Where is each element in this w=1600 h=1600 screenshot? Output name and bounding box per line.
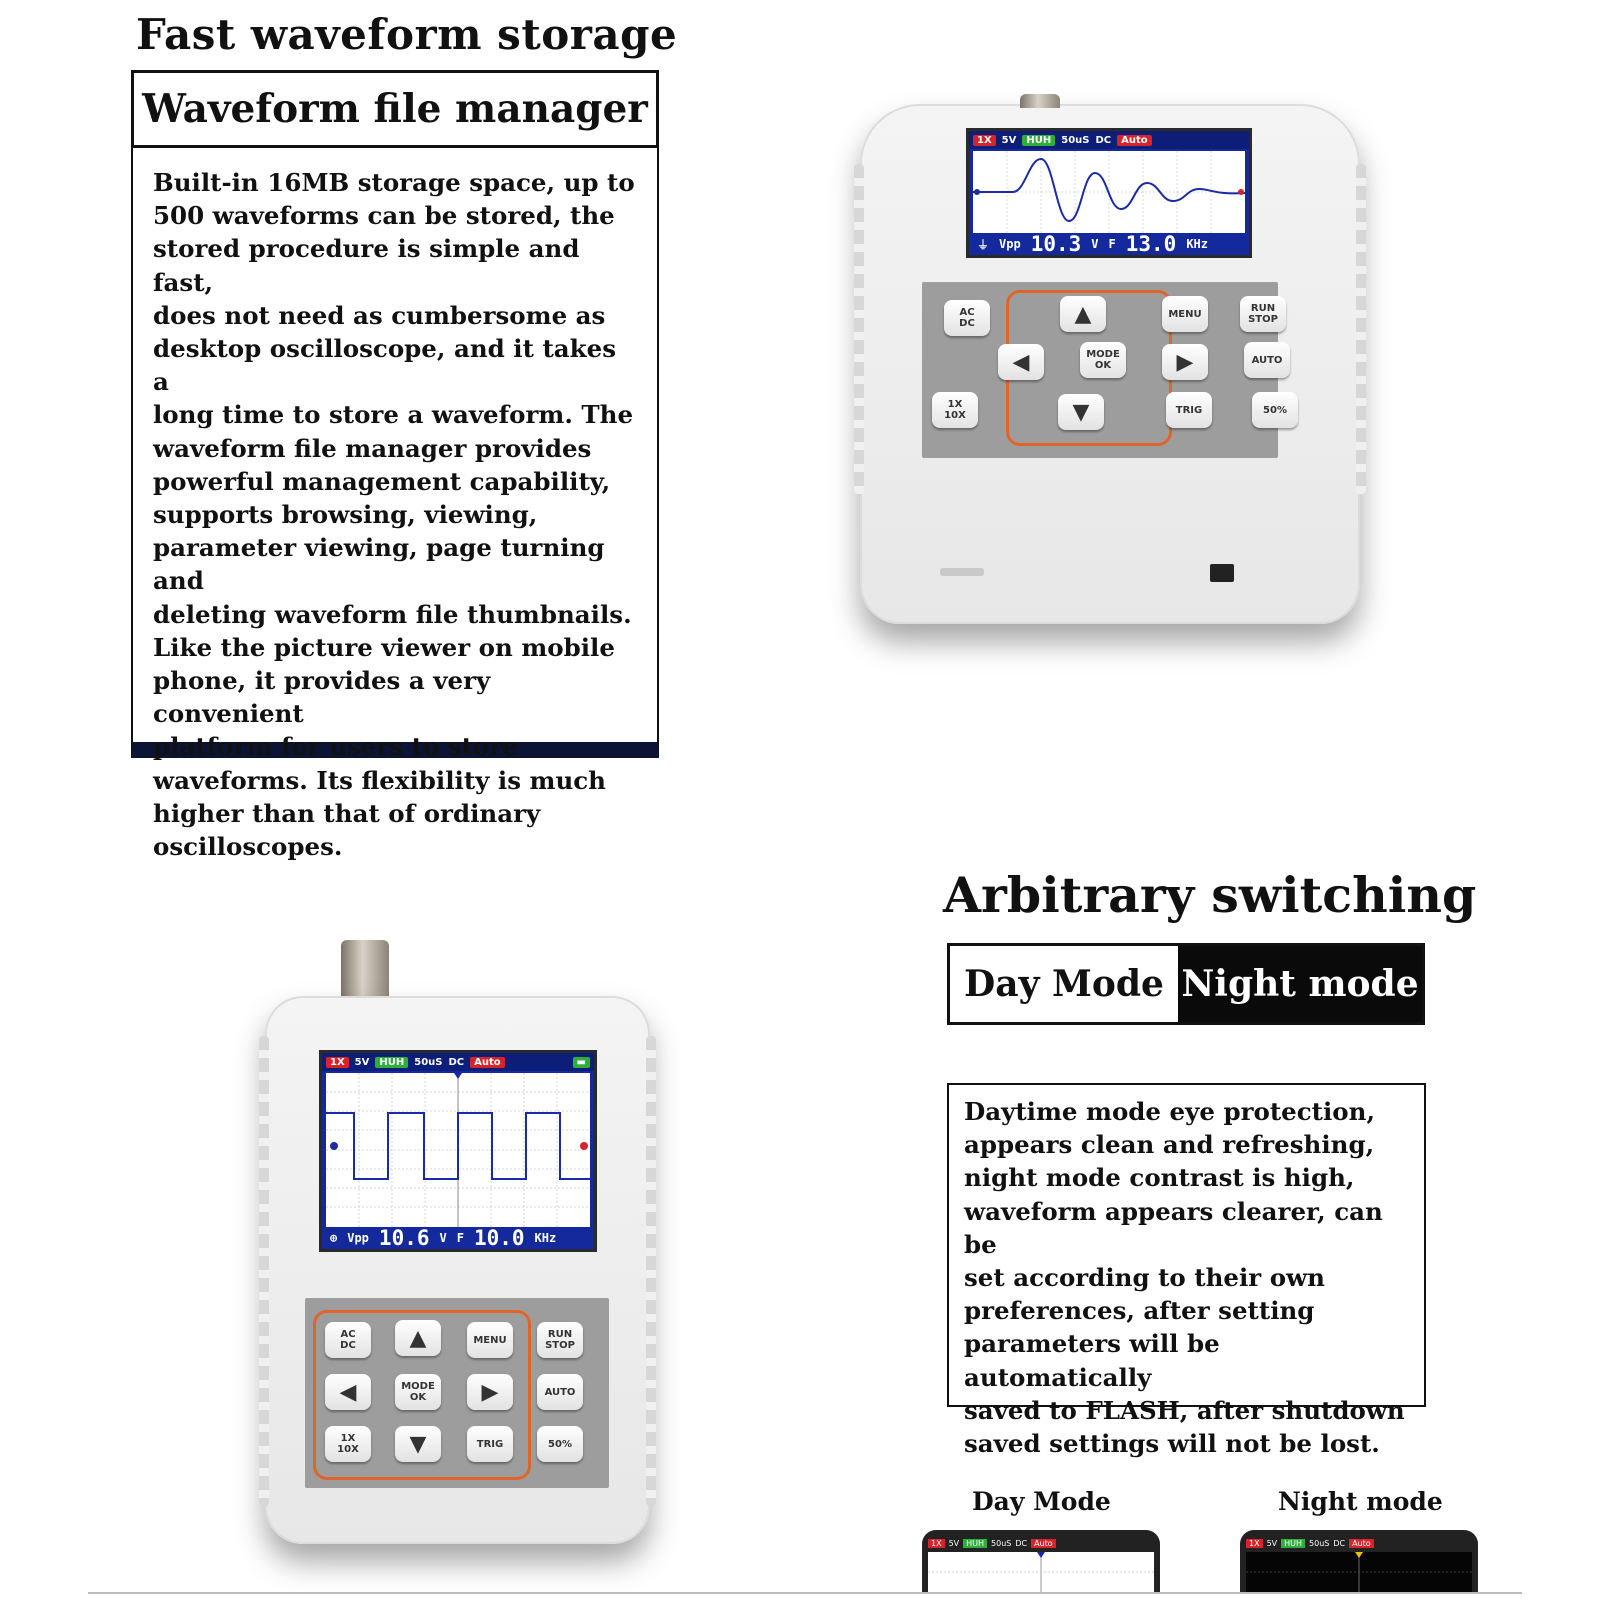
- damped-sine-waveform: [973, 151, 1245, 233]
- side-grip-left: [259, 1036, 269, 1506]
- battery-icon: ▬: [573, 1057, 590, 1068]
- oscilloscope-device-top: [860, 104, 1360, 624]
- probe-1x-10x-button[interactable]: 1X 10X: [325, 1426, 371, 1462]
- status-coupling: DC: [448, 1056, 465, 1068]
- status-tag: HUH: [1022, 135, 1055, 146]
- waveform-plot: [973, 151, 1245, 233]
- side-grip-right: [646, 1036, 656, 1506]
- freq-value: 10.0: [473, 1226, 525, 1250]
- fifty-percent-button[interactable]: 50%: [1252, 392, 1298, 428]
- night-mode-caption: Night mode: [1278, 1487, 1443, 1516]
- storage-description: Built-in 16MB storage space, up to 500 waveforms can be stored, the stored procedure is simple and fast, does not need as cumbersome as desktop oscilloscope, and it takes a long time to store a waveform. The waveform file manager provides powerful management capability, supports browsing, viewing, parameter viewing, page turning and deleting waveform file thumbnails. Like the picture viewer on mobile phone, it provides a very convenient platform for users to store waveforms. Its flexibility is much higher than that of ordinary oscilloscopes.: [153, 168, 635, 862]
- status-trigger: Auto: [470, 1057, 505, 1068]
- ground-icon: ⊕: [330, 1231, 338, 1245]
- right-arrow-button[interactable]: ▶: [467, 1374, 513, 1410]
- up-arrow-button[interactable]: ▲: [1060, 296, 1106, 332]
- square-waveform: [326, 1073, 590, 1227]
- preview-status-bar: 1X 5V HUH 50uS DC Auto: [1246, 1536, 1472, 1550]
- fifty-percent-button[interactable]: 50%: [537, 1426, 583, 1462]
- status-tag: DC: [1095, 134, 1112, 146]
- vpp-value: 10.3: [1030, 232, 1082, 256]
- night-mode-label: Night mode: [1178, 946, 1422, 1022]
- auto-button[interactable]: AUTO: [537, 1374, 583, 1410]
- day-mode-label: Day Mode: [950, 946, 1178, 1022]
- left-arrow-button[interactable]: ◀: [325, 1374, 371, 1410]
- vpp-label: Vpp: [999, 237, 1021, 251]
- run-stop-button[interactable]: RUN STOP: [537, 1322, 583, 1358]
- auto-button[interactable]: AUTO: [1244, 342, 1290, 378]
- mode-ok-button[interactable]: MODE OK: [395, 1374, 441, 1410]
- switching-description-box: [947, 1083, 1426, 1459]
- trig-button[interactable]: TRIG: [467, 1426, 513, 1462]
- bnc-connector: [1020, 94, 1060, 108]
- keypad: [922, 282, 1287, 458]
- vpp-unit: V: [439, 1231, 447, 1245]
- preview-plot: [1246, 1552, 1472, 1592]
- vpp-value: 10.6: [378, 1226, 430, 1250]
- screen: [966, 128, 1252, 258]
- status-mode: HUH: [375, 1057, 408, 1068]
- status-bar: [322, 1053, 594, 1071]
- right-arrow-button[interactable]: ▶: [1162, 344, 1208, 380]
- status-timebase: 50uS: [414, 1056, 443, 1068]
- acdc-button[interactable]: AC DC: [944, 300, 990, 336]
- bnc-connector: [341, 940, 389, 998]
- measurement-readout: [322, 1227, 594, 1249]
- mode-ok-button[interactable]: MODE OK: [1080, 342, 1126, 378]
- probe-1x-10x-button[interactable]: 1X 10X: [932, 392, 978, 428]
- freq-unit: KHz: [1186, 237, 1209, 251]
- mode-toggle: [947, 943, 1425, 1025]
- preview-status-bar: 1X 5V HUH 50uS DC Auto: [928, 1536, 1154, 1550]
- storage-description-box: [131, 148, 659, 862]
- day-mode-caption: Day Mode: [972, 1487, 1111, 1516]
- menu-button[interactable]: MENU: [467, 1322, 513, 1358]
- storage-title: Fast waveform storage: [136, 10, 678, 59]
- night-mode-preview: [1240, 1530, 1478, 1592]
- preview-grid: [1246, 1552, 1472, 1592]
- freq-value: 13.0: [1125, 232, 1177, 256]
- side-grip-right: [1356, 164, 1366, 494]
- vpp-unit: V: [1091, 237, 1099, 251]
- acdc-button[interactable]: AC DC: [325, 1322, 371, 1358]
- up-arrow-button[interactable]: ▲: [395, 1320, 441, 1356]
- freq-label: F: [1108, 237, 1116, 251]
- run-stop-button[interactable]: RUN STOP: [1240, 296, 1286, 332]
- trig-button[interactable]: TRIG: [1166, 392, 1212, 428]
- usb-port: [940, 568, 984, 576]
- freq-unit: KHz: [534, 1231, 557, 1245]
- file-manager-heading: [131, 70, 659, 148]
- status-tag: Auto: [1117, 135, 1152, 146]
- file-manager-heading-text: Waveform file manager: [142, 86, 648, 132]
- status-range: 1X: [326, 1057, 349, 1068]
- switching-title: Arbitrary switching: [943, 866, 1477, 924]
- down-arrow-button[interactable]: ▼: [395, 1426, 441, 1462]
- day-mode-preview: [922, 1530, 1160, 1592]
- switching-description: Daytime mode eye protection, appears clean and refreshing, night mode contrast is high, waveform appears clearer, can be set according to their own preferences, after setting parameters will be automatically saved to FLASH, after shutdown saved settings will not be lost.: [964, 1097, 1405, 1459]
- status-tag: 1X: [973, 135, 996, 146]
- power-switch: [1210, 564, 1234, 582]
- screen: [319, 1050, 597, 1252]
- side-grip-left: [854, 164, 864, 494]
- menu-button[interactable]: MENU: [1162, 296, 1208, 332]
- status-tag: 50uS: [1061, 134, 1090, 146]
- status-bar: [969, 131, 1249, 149]
- status-volts: 5V: [354, 1056, 370, 1068]
- waveform-plot: [326, 1073, 590, 1227]
- preview-plot: [928, 1552, 1154, 1592]
- oscilloscope-device-bottom: [265, 996, 650, 1544]
- measurement-readout: [969, 233, 1249, 255]
- freq-label: F: [456, 1231, 464, 1245]
- status-tag: 5V: [1001, 134, 1017, 146]
- bottom-divider: [88, 1592, 1522, 1594]
- left-arrow-button[interactable]: ◀: [998, 344, 1044, 380]
- keypad: [305, 1298, 609, 1488]
- down-arrow-button[interactable]: ▼: [1058, 394, 1104, 430]
- vpp-label: Vpp: [347, 1231, 369, 1245]
- ground-icon: ⏚: [977, 237, 990, 252]
- preview-grid: [928, 1552, 1154, 1592]
